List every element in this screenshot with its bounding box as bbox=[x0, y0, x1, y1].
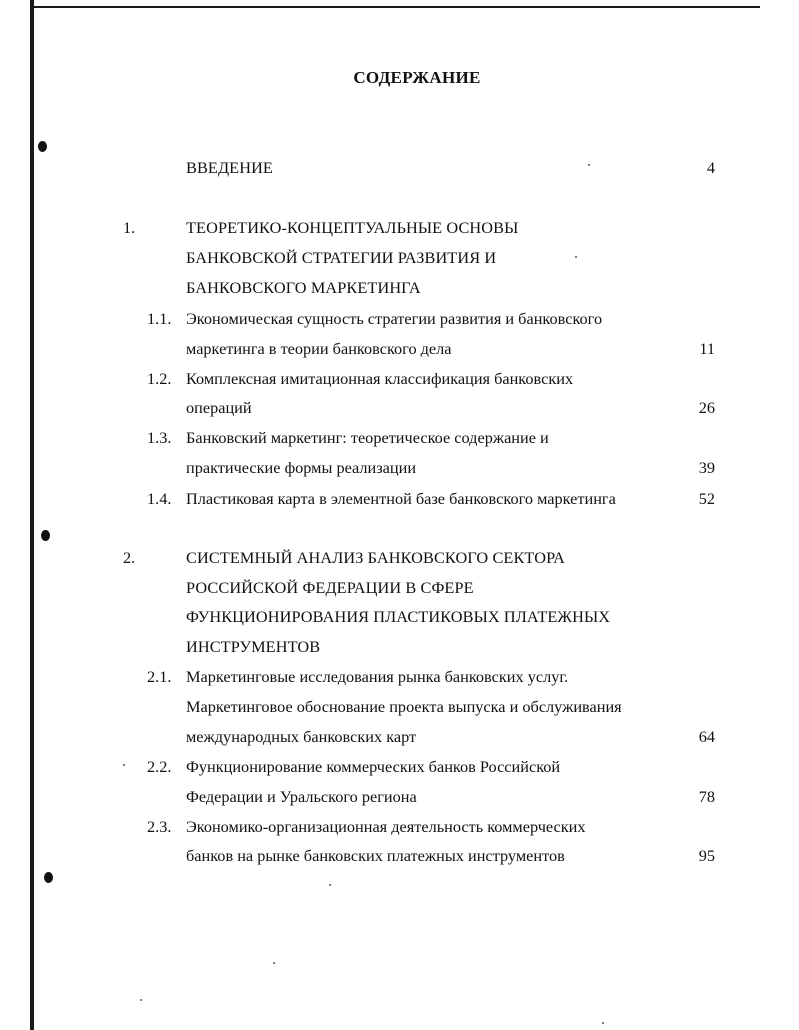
chapter-title-line: РОССИЙСКОЙ ФЕДЕРАЦИИ В СФЕРЕ bbox=[186, 578, 474, 597]
section-number: 1.2. bbox=[147, 369, 172, 388]
section-title-line: Экономическая сущность стратегии развития и банковского bbox=[186, 309, 603, 328]
chapter-title-line: ИНСТРУМЕНТОВ bbox=[186, 637, 321, 656]
section-title-line: Маркетинговые исследования рынка банковских услуг. bbox=[186, 667, 569, 686]
section-title-line: Федерации и Уральского региона bbox=[186, 787, 417, 806]
scan-speck bbox=[588, 164, 590, 166]
scan-left-edge bbox=[30, 0, 34, 1030]
section-number: 1.4. bbox=[147, 489, 172, 508]
chapter-title-line: ТЕОРЕТИКО-КОНЦЕПТУАЛЬНЫЕ ОСНОВЫ bbox=[186, 218, 519, 237]
chapter-title-line: СИСТЕМНЫЙ АНАЛИЗ БАНКОВСКОГО СЕКТОРА bbox=[186, 548, 566, 567]
scan-speck bbox=[140, 999, 142, 1001]
section-title-line: Маркетинговое обоснование проекта выпуска и обслуживания bbox=[186, 697, 622, 716]
section-number: 1.3. bbox=[147, 428, 172, 447]
section-title-line: Экономико-организационная деятельность коммерческих bbox=[186, 817, 586, 836]
section-title-line: практические формы реализации bbox=[186, 458, 417, 477]
section-title-line: операций bbox=[186, 398, 252, 417]
chapter-title-line: ФУНКЦИОНИРОВАНИЯ ПЛАСТИКОВЫХ ПЛАТЕЖНЫХ bbox=[186, 607, 611, 626]
section-title-line: банков на рынке банковских платежных инструментов bbox=[186, 846, 565, 865]
scan-speck bbox=[602, 1022, 604, 1024]
section-page: 64 bbox=[698, 727, 715, 746]
scan-speck bbox=[329, 884, 331, 886]
scan-speck bbox=[273, 962, 275, 964]
section-page: 39 bbox=[698, 458, 715, 477]
chapter-title-line: БАНКОВСКОЙ СТРАТЕГИИ РАЗВИТИЯ И bbox=[186, 248, 497, 267]
section-number: 2.3. bbox=[147, 817, 172, 836]
section-title-line: международных банковских карт bbox=[186, 727, 417, 746]
chapter-number: 1. bbox=[123, 218, 136, 237]
page-title: СОДЕРЖАНИЕ bbox=[353, 68, 481, 87]
section-page: 26 bbox=[698, 398, 715, 417]
section-title-line: Комплексная имитационная классификация банковских bbox=[186, 369, 574, 388]
section-title-line: Функционирование коммерческих банков Российской bbox=[186, 757, 561, 776]
toc-intro-page: 4 bbox=[706, 158, 715, 177]
section-page: 52 bbox=[698, 489, 715, 508]
toc-intro-label: ВВЕДЕНИЕ bbox=[186, 158, 273, 177]
section-page: 11 bbox=[699, 339, 715, 358]
section-page: 95 bbox=[698, 846, 715, 865]
section-title-line: Пластиковая карта в элементной базе банковского маркетинга bbox=[186, 489, 616, 508]
scan-speck bbox=[123, 764, 125, 766]
section-title-line: маркетинга в теории банковского дела bbox=[186, 339, 452, 358]
section-number: 2.1. bbox=[147, 667, 172, 686]
section-number: 2.2. bbox=[147, 757, 172, 776]
binding-hole-mark bbox=[44, 872, 53, 883]
chapter-number: 2. bbox=[123, 548, 136, 567]
scan-speck bbox=[575, 256, 577, 258]
chapter-title-line: БАНКОВСКОГО МАРКЕТИНГА bbox=[186, 278, 421, 297]
binding-hole-mark bbox=[41, 530, 50, 541]
section-title-line: Банковский маркетинг: теоретическое содержание и bbox=[186, 428, 549, 447]
section-page: 78 bbox=[698, 787, 715, 806]
binding-hole-mark bbox=[38, 141, 47, 152]
scan-top-edge bbox=[30, 6, 760, 8]
section-number: 1.1. bbox=[147, 309, 172, 328]
